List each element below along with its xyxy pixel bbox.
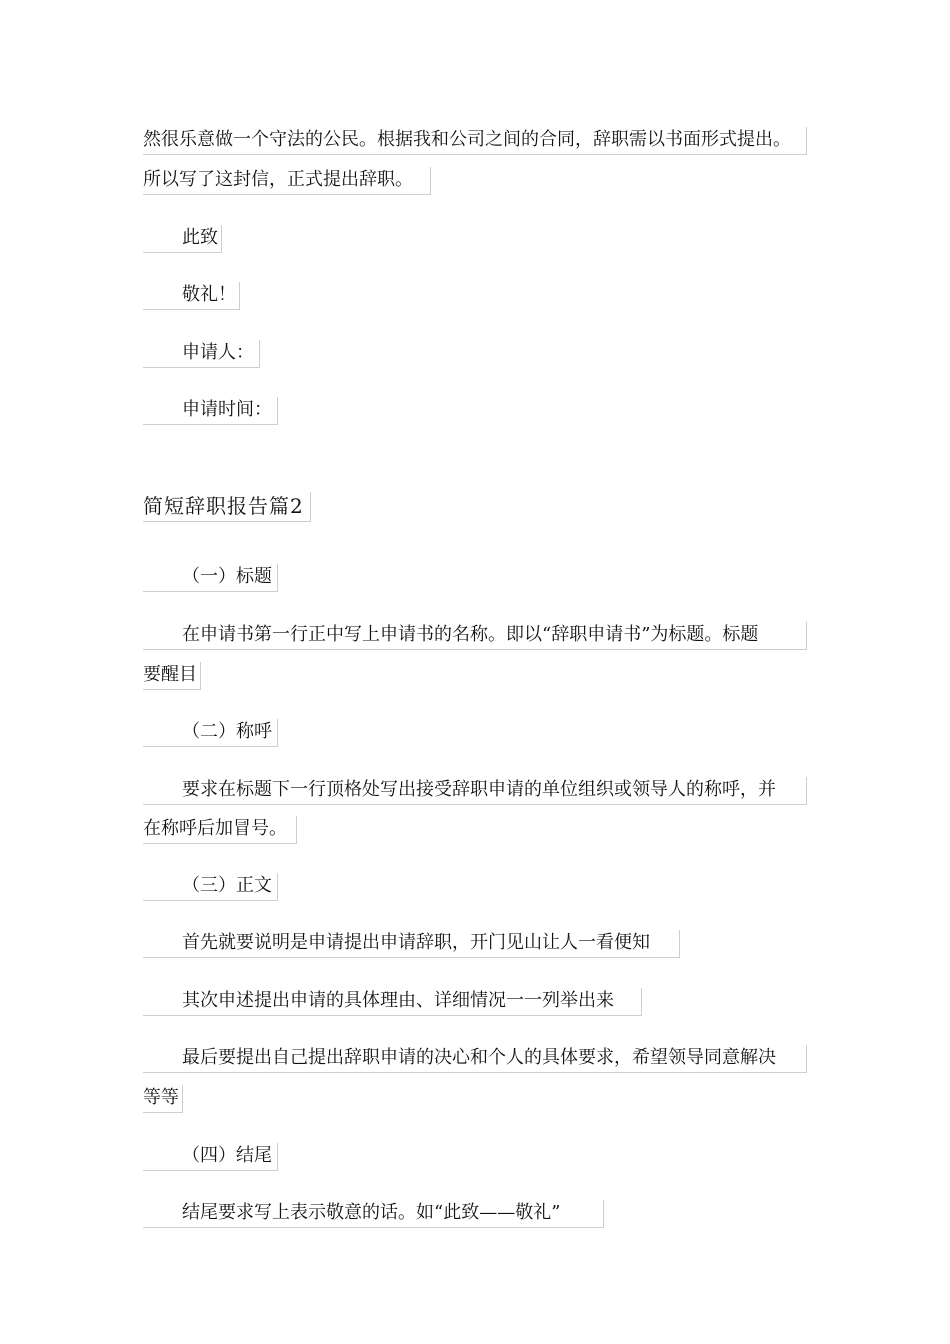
- applicant-label: 申请人：: [143, 340, 260, 368]
- body-text-line: 要醒目: [143, 662, 201, 690]
- body-text-line: 其次申述提出申请的具体理由、详细情况一一列举出来: [143, 988, 642, 1016]
- body-text-line: 最后要提出自己提出辞职申请的决心和个人的具体要求，希望领导同意解决: [143, 1045, 807, 1073]
- body-text-line: 在申请书第一行正中写上申请书的名称。即以“辞职申请书”为标题。标题: [143, 622, 807, 650]
- subheading-salutation: （二）称呼: [143, 719, 278, 747]
- closing-regards: 敬礼！: [143, 282, 240, 310]
- subheading-title: （一）标题: [143, 564, 278, 592]
- application-date-label: 申请时间：: [143, 397, 278, 425]
- body-text-line: 然很乐意做一个守法的公民。根据我和公司之间的合同，辞职需以书面形式提出。: [143, 127, 807, 155]
- body-text-line: 所以写了这封信，正式提出辞职。: [143, 167, 431, 195]
- closing-salutation: 此致: [143, 225, 222, 253]
- body-text-line: 要求在标题下一行顶格处写出接受辞职申请的单位组织或领导人的称呼，并: [143, 777, 807, 805]
- body-text-line: 结尾要求写上表示敬意的话。如“此致——敬礼”: [143, 1200, 604, 1228]
- subheading-body: （三）正文: [143, 873, 278, 901]
- body-text-line: 首先就要说明是申请提出申请辞职，开门见山让人一看便知: [143, 930, 680, 958]
- body-text-line: 等等: [143, 1085, 183, 1113]
- body-text-line: 在称呼后加冒号。: [143, 816, 297, 844]
- section-heading: 简短辞职报告篇2: [143, 492, 311, 522]
- subheading-ending: （四）结尾: [143, 1143, 278, 1171]
